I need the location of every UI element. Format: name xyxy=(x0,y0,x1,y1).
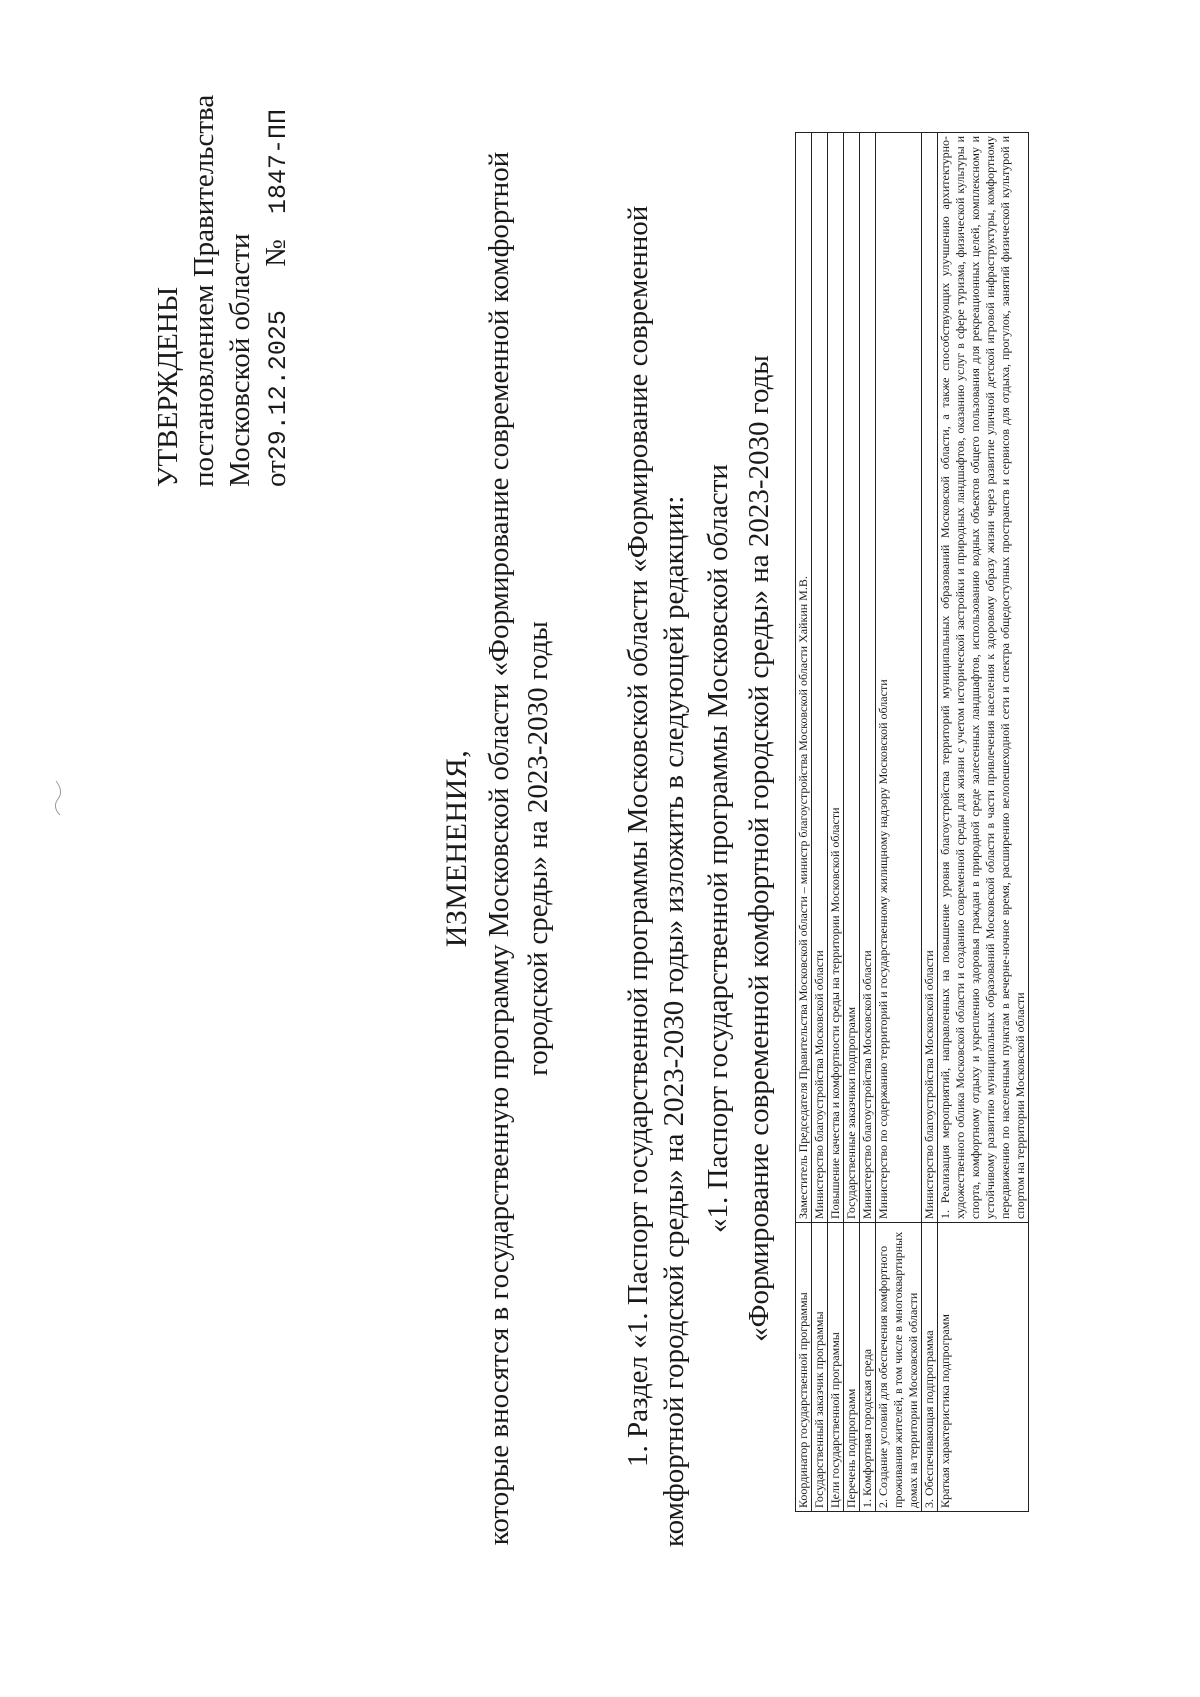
row-value: Министерство благоустройства Московской области xyxy=(860,133,876,1223)
passport-title-line-1: «1. Паспорт государственной программы Московской области xyxy=(702,464,734,1233)
approval-line-1: постановлением Правительства xyxy=(188,94,220,487)
row-value: Государственные заказчики подпрограмм xyxy=(844,133,860,1223)
section-intro: 1. Раздел «1. Паспорт государственной программы Московской области «Формирование современной комфортной городской среды» на 2023-2030 годы» изложить в следующей редакции: xyxy=(622,205,690,1547)
table-row xyxy=(860,133,876,1512)
row-label: Перечень подпрограмм xyxy=(844,1223,860,1512)
document-subtitle-line-2: городской среды» на 2023-2030 годы xyxy=(522,621,554,1076)
table-row xyxy=(922,133,938,1512)
approval-date-line xyxy=(258,95,297,487)
document-subtitle-line-1: которые вносятся в государственную программу Московской области «Формирование современной комфортной xyxy=(483,151,515,1546)
approval-date: 29.12.2025 xyxy=(264,310,293,461)
approval-number: 1847-ПП xyxy=(264,108,293,214)
table-row xyxy=(828,133,844,1512)
row-value: Повышение качества и комфортности среды на территории Московской области xyxy=(828,133,844,1223)
row-label: Краткая характеристика подпрограмм xyxy=(938,1223,1029,1512)
row-value: 1. Реализация мероприятий, направленных на повышение уровня благоустройства территорий муниципальных образований Московской области, а также способствующих улучшению архитектурно-художественного облика Московской области и созданию современной среды для жизни с учетом исторической застройки и природных ландшафтов, оказанию услуг в сфере туризма, физической культуры и спорта, комфортному отдыху и укреплению здоровья граждан в природной среде залесенных ландшафтов, использованию водных объектов общего пользования для рекреационных целей, комплексному и устойчивому развитию муниципальных образований Московской области в части привлечения населения к здоровому образу жизни через развитие уличной детской игровой инфраструктуры, комфортному передвижению по населенным пунктам в вечерне-ночное время, расширению велопешеходной сети и спектра общедоступных пространств и сервисов для отдыха, прогулок, занятий физической культурой и спортом на территории Московской области xyxy=(938,133,1029,1223)
row-label: Цели государственной программы xyxy=(828,1223,844,1512)
table-row xyxy=(876,133,922,1512)
row-value: Заместитель Председателя Правительства Московской области – министр благоустройства Московской области Хайкин М.В. xyxy=(796,133,812,1223)
number-sign: № xyxy=(260,239,292,267)
approval-heading: УТВЕРЖДЕНЫ xyxy=(152,286,184,487)
passport-table xyxy=(795,132,1029,1512)
approval-stamp xyxy=(150,95,297,487)
row-label: Координатор государственной программы xyxy=(796,1223,812,1512)
table-row xyxy=(796,133,812,1512)
row-label: 3. Обеспечивающая подпрограмма xyxy=(922,1223,938,1512)
row-label: 2. Создание условий для обеспечения комфортного проживания жителей, в том числе в многоквартирных домах на территории Московской области xyxy=(876,1223,922,1512)
date-prefix: от xyxy=(260,460,292,487)
row-value: Министерство благоустройства Московской области xyxy=(922,133,938,1223)
table-row xyxy=(812,133,828,1512)
table-row xyxy=(844,133,860,1512)
row-value: Министерство благоустройства Московской области xyxy=(812,133,828,1223)
row-label: 1. Комфортная городская среда xyxy=(860,1223,876,1512)
row-label: Государственный заказчик программы xyxy=(812,1223,828,1512)
passport-title-line-2: «Формирование современной комфортной городской среды» на 2023-2030 годы xyxy=(743,355,775,1342)
table-row xyxy=(938,133,1029,1512)
row-value: Министерство по содержанию территорий и государственному жилищному надзору Московской области xyxy=(876,133,922,1223)
margin-mark xyxy=(50,777,64,817)
document-title: ИЗМЕНЕНИЯ, xyxy=(440,749,473,948)
approval-line-2: Московской области xyxy=(224,233,256,487)
